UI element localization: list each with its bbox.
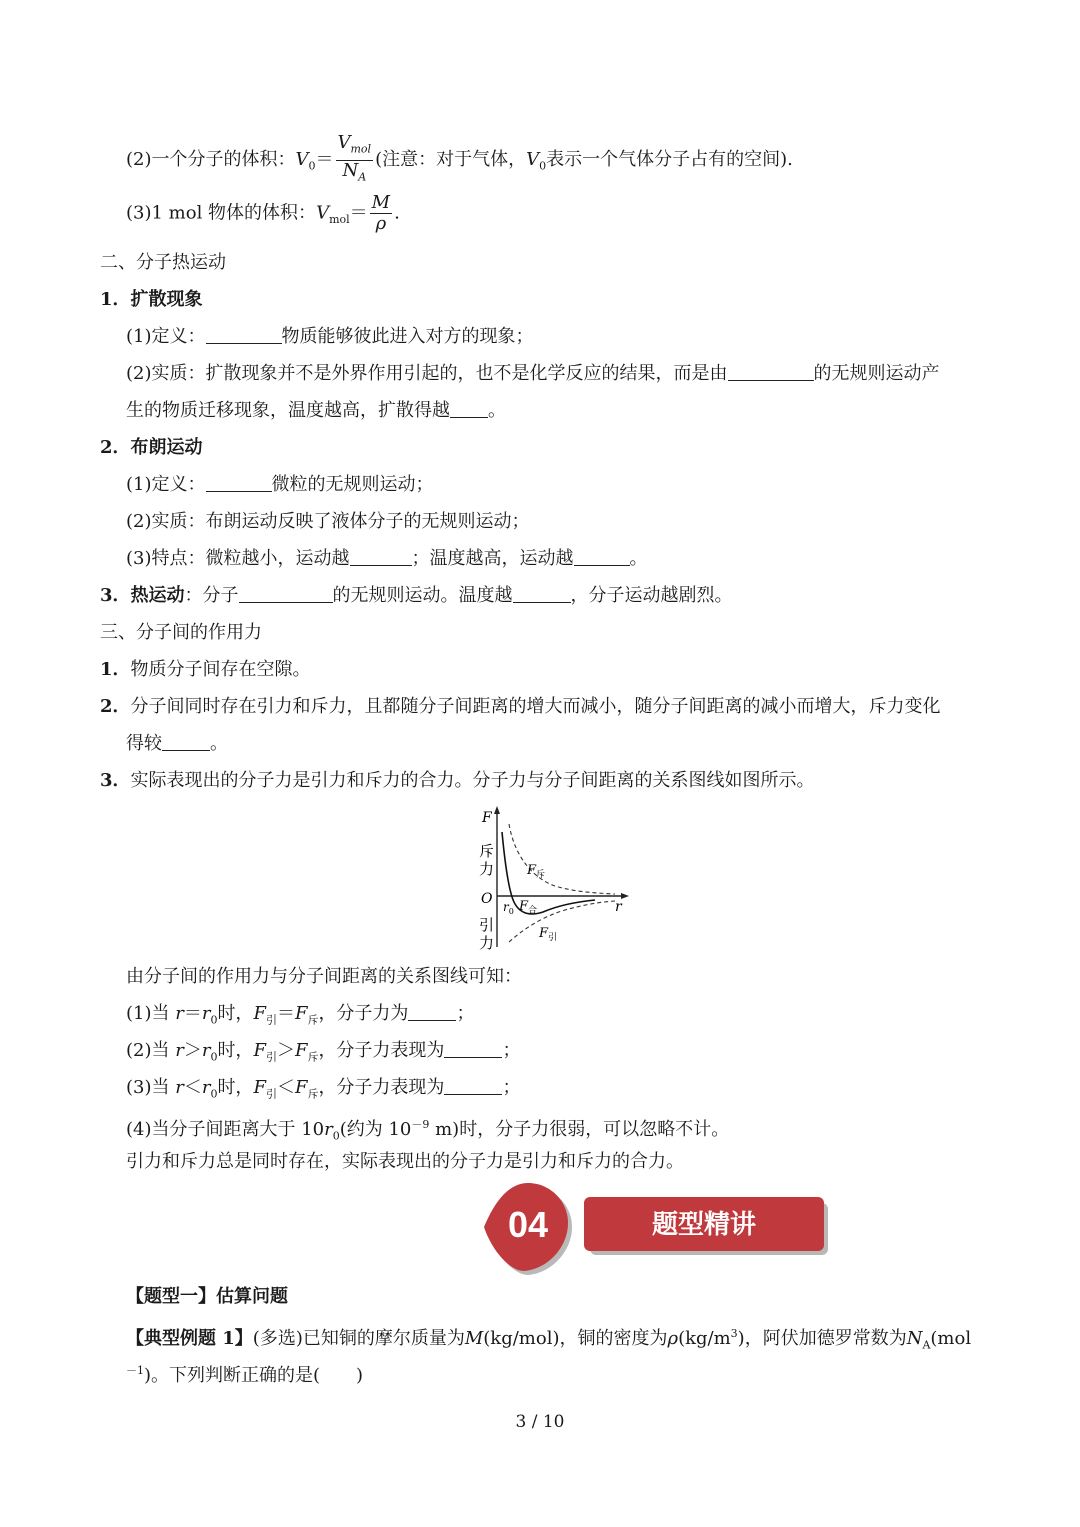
- label-r: r: [615, 899, 622, 915]
- repulsion-curve: [509, 824, 615, 894]
- point-2-cont: 得较 。: [126, 733, 228, 754]
- label-r0: $r_0$: [503, 900, 514, 916]
- blank: [206, 473, 272, 492]
- force-distance-graph: [475, 804, 635, 954]
- label-repulsion-2: 力: [479, 860, 495, 878]
- heading-diffusion: 1．扩散现象: [100, 289, 203, 310]
- diffusion-essence: (2)实质：扩散现象并不是外界作用引起的，也不是化学反应的结果，而是由 的无规则运动产: [126, 363, 940, 384]
- diffusion-essence-cont: 生的物质迁移现象，温度越高，扩散得越 。: [126, 400, 506, 421]
- r-axis-arrow: [621, 893, 629, 899]
- page-number: 3 / 10: [515, 1412, 565, 1432]
- conclusion-intro: 由分子间的作用力与分子间距离的关系图线可知：: [126, 966, 522, 987]
- net-force-curve: [502, 832, 595, 914]
- formula-mol-volume: (3)1 mol 物体的体积：$V_{mol}=$ $\frac{M}{\rho}$ .: [126, 192, 400, 234]
- blank: [728, 362, 814, 381]
- conclusion-5: 引力和斥力总是同时存在，实际表现出的分子力是引力和斥力的合力。: [126, 1151, 684, 1172]
- brownian-essence: (2)实质：布朗运动反映了液体分子的无规则运动；: [126, 511, 530, 532]
- diffusion-definition: (1)定义： 物质能够彼此进入对方的现象；: [126, 326, 534, 347]
- label-f-net: $F_合$: [519, 899, 538, 916]
- brownian-definition: (1)定义： 微粒的无规则运动；: [126, 474, 434, 495]
- brownian-feature: (3)特点：微粒越小，运动越 ；温度越高，运动越 。: [126, 548, 648, 569]
- blank: [513, 584, 571, 603]
- blank: [206, 325, 282, 344]
- section-title-thermal-motion: 二、分子热运动: [100, 252, 226, 273]
- conclusion-1: (1)当 $r=r_0$时，$F_引=F_斥$，分子力为 ；: [126, 1003, 475, 1027]
- blank: [444, 1076, 502, 1095]
- conclusion-4: (4)当分子间距离大于 $10r_0$(约为 $10^{-9}$ m)时，分子力很弱，可以忽略不计。: [126, 1118, 730, 1143]
- blank: [350, 547, 412, 566]
- example-question-line-2: $^{-1}$)。下列判断正确的是( ): [126, 1364, 364, 1386]
- blank: [574, 547, 630, 566]
- heading-brownian: 2．布朗运动: [100, 437, 203, 458]
- label-attraction-2: 力: [479, 934, 495, 952]
- label-f-repulsion: $F_斥$: [527, 863, 546, 880]
- section-title-intermolecular-force: 三、分子间的作用力: [100, 622, 262, 643]
- label-f: F: [482, 810, 492, 826]
- question-type-title: 【题型一】估算问题: [126, 1286, 288, 1307]
- example-question-line-1: 【典型例题 1】(多选)已知铜的摩尔质量为M(kg/mol)，铜的密度为$\rho(kg/m^3)$，阿伏加德罗常数为$N_A(mol$: [126, 1327, 972, 1352]
- label-f-attraction: $F_引$: [539, 926, 558, 943]
- label-origin: O: [481, 891, 493, 907]
- blank: [162, 732, 210, 751]
- badge-number: 04: [507, 1204, 549, 1245]
- section-badge: [484, 1183, 829, 1279]
- formula-molecule-volume: (2)一个分子的体积：$V_0=$ $\frac{V_{mol}}{N_A}$ (注意：对于气体，$V_0$表示一个气体分子占有的空间).: [126, 133, 793, 187]
- f-axis-arrow: [494, 806, 500, 814]
- heading-thermal-motion: 3．热运动：分子 的无规则运动。温度越 ，分子运动越剧烈。: [100, 585, 733, 606]
- badge-title: 题型精讲: [651, 1210, 757, 1240]
- point-3: 3．实际表现出的分子力是引力和斥力的合力。分子力与分子间距离的关系图线如图所示。: [100, 770, 815, 791]
- label-attraction-1: 引: [479, 916, 495, 934]
- label-repulsion-1: 斥: [479, 842, 495, 860]
- conclusion-3: (3)当 $r<r_0$时，$F_引<F_斥$，分子力表现为 ；: [126, 1077, 521, 1101]
- blank: [450, 399, 488, 418]
- point-2: 2．分子间同时存在引力和斥力，且都随分子间距离的增大而减小，随分子间距离的减小而增大，斥力变化: [100, 696, 941, 717]
- fraction-m-rho: $\frac{M}{\rho}$: [371, 192, 391, 234]
- fraction-vmol-na: $\frac{V_{mol}}{N_A}$: [337, 132, 372, 184]
- blank: [408, 1002, 456, 1021]
- conclusion-2: (2)当 $r>r_0$时，$F_引>F_斥$，分子力表现为 ；: [126, 1040, 521, 1064]
- point-1: 1．物质分子间存在空隙。: [100, 659, 311, 680]
- blank: [239, 584, 333, 603]
- blank: [444, 1039, 502, 1058]
